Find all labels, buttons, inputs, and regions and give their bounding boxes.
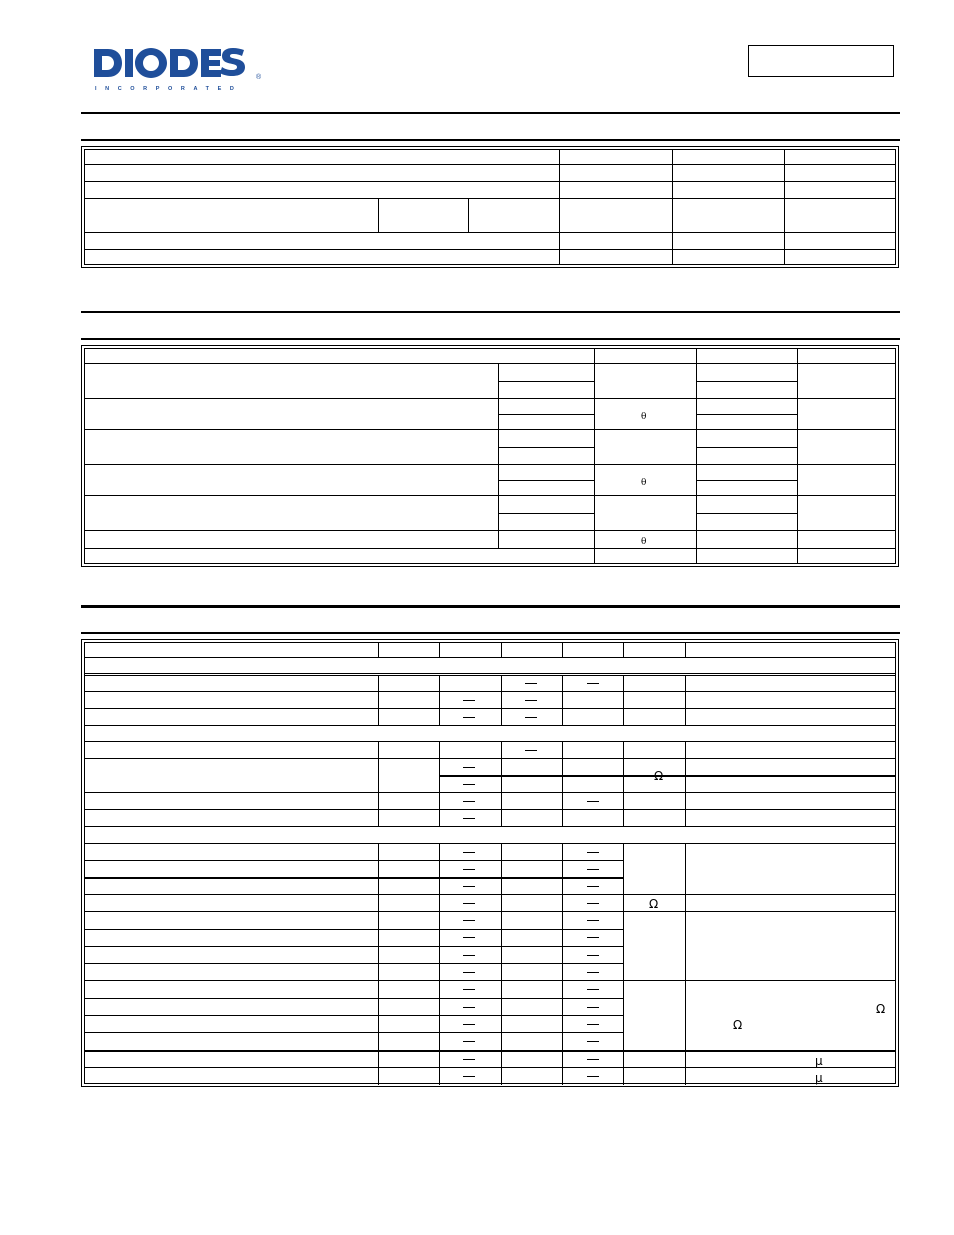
thermal-characteristics-table — [81, 345, 899, 567]
symbol-theta: θ — [641, 478, 647, 488]
symbol-ohm: Ω — [876, 1002, 886, 1016]
section2-rule — [81, 338, 900, 340]
header-rule — [81, 112, 900, 114]
section3-top-rule — [81, 605, 900, 608]
section1-rule — [81, 139, 900, 141]
section2-top-rule — [81, 311, 900, 313]
section3-rule — [81, 632, 900, 634]
symbol-micro: μ — [815, 1054, 823, 1068]
symbol-ohm: Ω — [649, 897, 659, 911]
symbol-micro: μ — [815, 1071, 823, 1085]
maximum-ratings-table — [81, 146, 899, 268]
svg-text:INCORPORATED: INCORPORATED — [95, 86, 243, 92]
symbol-ohm: Ω — [654, 769, 664, 783]
symbol-theta: θ — [641, 537, 647, 547]
symbol-theta: θ — [641, 412, 647, 422]
registered-mark: ® — [256, 74, 262, 81]
symbol-ohm: Ω — [733, 1018, 743, 1032]
diodes-logo — [92, 45, 267, 93]
part-number-box — [748, 45, 894, 77]
electrical-characteristics-table — [81, 639, 899, 1087]
